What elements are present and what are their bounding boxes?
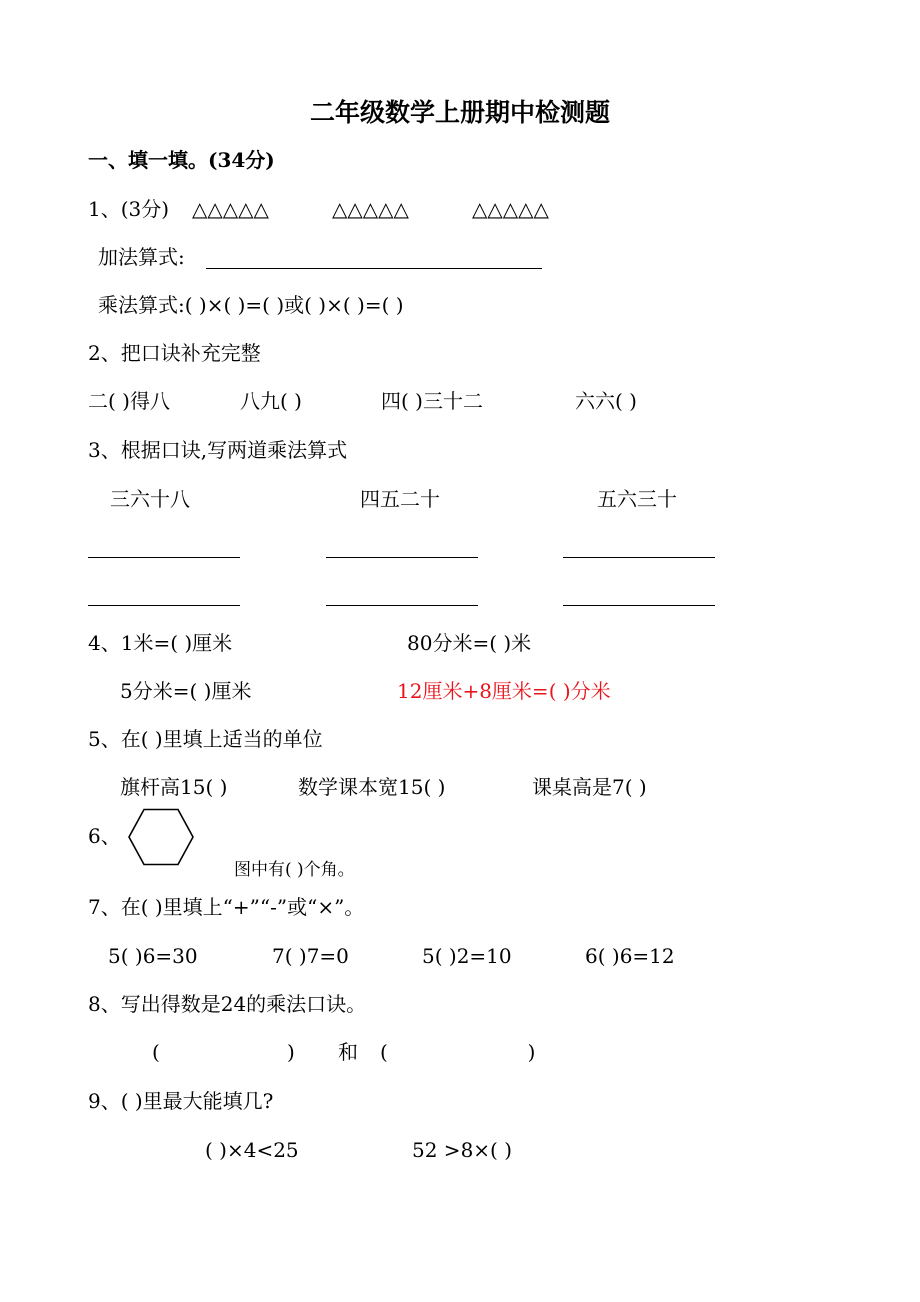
- q8-conjunction: 和: [338, 1040, 358, 1064]
- q2-item: 四( )三十二: [381, 389, 483, 413]
- q3-answer-line[interactable]: [88, 557, 240, 558]
- q8-answer-blank[interactable]: ( ): [380, 1040, 536, 1064]
- q4-item: 5分米=( )厘米: [120, 679, 252, 703]
- q8-answer-blank[interactable]: ( ): [152, 1040, 295, 1064]
- q5-item: 旗杆高15( ): [120, 775, 228, 799]
- q2-label: 2、把口诀补充完整: [88, 341, 261, 365]
- q4-highlighted-item: 12厘米+8厘米=( )分米: [397, 679, 611, 703]
- section-heading: 一、填一填。(34分): [88, 148, 275, 172]
- q3-rhyme: 三六十八: [110, 487, 190, 511]
- q3-answer-line[interactable]: [326, 605, 478, 606]
- q1-multiplication-line: 乘法算式:( )×( )=( )或( )×( )=( ): [98, 293, 404, 317]
- q7-item: 7( )7=0: [272, 944, 349, 968]
- q3-answer-line[interactable]: [88, 605, 240, 606]
- q3-answer-line[interactable]: [326, 557, 478, 558]
- q6-label: 6、: [88, 824, 121, 848]
- q5-item: 课桌高是7( ): [532, 775, 647, 799]
- q3-rhyme: 四五二十: [360, 487, 440, 511]
- triangle-group-2: △△△△△: [332, 197, 409, 221]
- q1-addition-label: 加法算式:: [98, 245, 185, 269]
- q3-answer-line[interactable]: [563, 557, 715, 558]
- q2-item: 二( )得八: [88, 389, 170, 413]
- q5-label: 5、在( )里填上适当的单位: [88, 727, 323, 751]
- triangle-group-1: △△△△△: [192, 197, 269, 221]
- q9-label: 9、( )里最大能填几?: [88, 1089, 274, 1113]
- q1-label: 1、(3分): [88, 197, 170, 221]
- q4-item: 80分米=( )米: [407, 631, 532, 655]
- q7-item: 5( )2=10: [422, 944, 512, 968]
- q7-label: 7、在( )里填上“+”“-”或“×”。: [88, 895, 365, 919]
- page-title: 二年级数学上册期中检测题: [309, 98, 610, 127]
- q9-item: 52 >8×( ): [412, 1138, 513, 1162]
- triangle-group-3: △△△△△: [472, 197, 549, 221]
- q9-item: ( )×4<25: [205, 1138, 299, 1162]
- q3-label: 3、根据口诀,写两道乘法算式: [88, 438, 348, 462]
- q4-item: 4、1米=( )厘米: [88, 631, 233, 655]
- q7-item: 5( )6=30: [108, 944, 198, 968]
- q3-rhyme: 五六三十: [597, 487, 677, 511]
- hexagon-figure: [127, 808, 195, 866]
- q6-question: 图中有( )个角。: [234, 860, 355, 880]
- q7-item: 6( )6=12: [585, 944, 675, 968]
- q5-item: 数学课本宽15( ): [298, 775, 446, 799]
- addition-answer-line[interactable]: [206, 268, 542, 269]
- q3-answer-line[interactable]: [563, 605, 715, 606]
- q8-label: 8、写出得数是24的乘法口诀。: [88, 992, 367, 1016]
- q2-item: 八九( ): [240, 389, 302, 413]
- q2-item: 六六( ): [575, 389, 637, 413]
